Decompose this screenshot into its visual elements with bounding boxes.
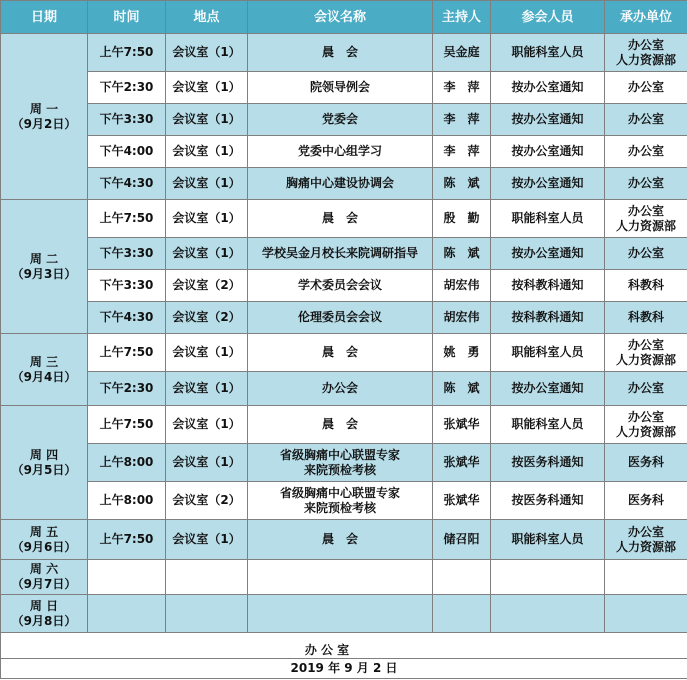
meeting-name-cell: 党委会	[248, 104, 433, 136]
day-date: （9月8日）	[11, 613, 77, 628]
attendees-cell: 职能科室人员	[491, 200, 605, 238]
table-row	[1, 104, 687, 136]
attendees-cell	[491, 560, 605, 595]
attendees-cell: 职能科室人员	[491, 520, 605, 560]
host-cell: 吴金庭	[433, 34, 491, 72]
header-date: 日期	[1, 1, 88, 34]
attendees-cell: 按科教科通知	[491, 302, 605, 334]
time-cell	[88, 595, 166, 633]
attendees-cell: 按医务科通知	[491, 482, 605, 520]
day-label: 周 六	[29, 562, 59, 576]
place-cell	[166, 560, 248, 595]
meeting-name-cell: 省级胸痛中心联盟专家 来院预检考核	[248, 444, 433, 482]
day-date: （9月5日）	[11, 462, 77, 477]
organizer-cell: 办公室 人力资源部	[605, 406, 687, 444]
host-cell: 李 萍	[433, 104, 491, 136]
host-cell: 张斌华	[433, 444, 491, 482]
meeting-name-cell: 办公会	[248, 372, 433, 406]
table-row	[1, 270, 687, 302]
host-cell: 张斌华	[433, 482, 491, 520]
attendees-cell: 按医务科通知	[491, 444, 605, 482]
day-label: 周 三	[29, 354, 59, 369]
host-cell: 李 萍	[433, 72, 491, 104]
organizer-cell: 办公室 人力资源部	[605, 34, 687, 72]
table-row	[1, 238, 687, 270]
meeting-name-cell: 晨 会	[248, 406, 433, 444]
meeting-name-cell: 晨 会	[248, 520, 433, 560]
day-cell	[1, 520, 88, 560]
time-cell: 上午7:50	[88, 334, 166, 372]
day-date: （9月7日）	[11, 577, 77, 591]
time-cell: 上午7:50	[88, 406, 166, 444]
host-cell: 张斌华	[433, 406, 491, 444]
time-cell: 下午2:30	[88, 72, 166, 104]
organizer-cell: 科教科	[605, 302, 687, 334]
attendees-cell: 职能科室人员	[491, 334, 605, 372]
time-cell: 下午4:00	[88, 136, 166, 168]
attendees-cell: 职能科室人员	[491, 406, 605, 444]
meeting-name-cell: 院领导例会	[248, 72, 433, 104]
header-attendees: 参会人员	[491, 1, 605, 34]
day-date: （9月4日）	[11, 369, 77, 384]
day-date: （9月2日）	[11, 116, 77, 131]
table-row	[1, 200, 687, 238]
host-cell	[433, 595, 491, 633]
organizer-cell: 办公室	[605, 136, 687, 168]
table-row	[1, 168, 687, 200]
table-header-row	[1, 1, 687, 34]
time-cell: 上午7:50	[88, 34, 166, 72]
attendees-cell: 按办公室通知	[491, 72, 605, 104]
meeting-name-cell: 伦理委员会会议	[248, 302, 433, 334]
place-cell: 会议室（1）	[166, 520, 248, 560]
day-label: 周 四	[29, 447, 59, 462]
table-row	[1, 34, 687, 72]
time-cell: 上午8:00	[88, 444, 166, 482]
organizer-cell: 办公室	[605, 238, 687, 270]
day-label: 周 二	[29, 251, 59, 266]
meeting-name-cell: 学术委员会会议	[248, 270, 433, 302]
table-row	[1, 595, 687, 633]
organizer-cell: 医务科	[605, 482, 687, 520]
place-cell: 会议室（1）	[166, 104, 248, 136]
organizer-cell: 科教科	[605, 270, 687, 302]
place-cell: 会议室（1）	[166, 334, 248, 372]
meeting-name-cell: 党委中心组学习	[248, 136, 433, 168]
time-cell: 下午3:30	[88, 238, 166, 270]
organizer-cell: 医务科	[605, 444, 687, 482]
host-cell: 胡宏伟	[433, 302, 491, 334]
organizer-cell	[605, 595, 687, 633]
place-cell: 会议室（1）	[166, 72, 248, 104]
attendees-cell: 按科教科通知	[491, 270, 605, 302]
footer-row	[1, 633, 687, 659]
day-cell	[1, 200, 88, 334]
organizer-cell: 办公室 人力资源部	[605, 520, 687, 560]
place-cell: 会议室（1）	[166, 238, 248, 270]
day-cell	[1, 34, 88, 200]
day-cell	[1, 406, 88, 520]
header-host: 主持人	[433, 1, 491, 34]
host-cell: 储召阳	[433, 520, 491, 560]
place-cell: 会议室（1）	[166, 372, 248, 406]
host-cell: 陈 斌	[433, 238, 491, 270]
day-label: 周 日	[29, 598, 59, 613]
day-label: 周 五	[29, 524, 59, 539]
organizer-cell: 办公室 人力资源部	[605, 200, 687, 238]
meeting-name-cell: 胸痛中心建设协调会	[248, 168, 433, 200]
attendees-cell: 按办公室通知	[491, 104, 605, 136]
meeting-name-cell: 省级胸痛中心联盟专家 来院预检考核	[248, 482, 433, 520]
day-cell	[1, 560, 88, 595]
table-row	[1, 406, 687, 444]
table-row	[1, 302, 687, 334]
time-cell: 上午8:00	[88, 482, 166, 520]
place-cell: 会议室（1）	[166, 34, 248, 72]
attendees-cell	[491, 595, 605, 633]
organizer-cell	[605, 560, 687, 595]
schedule-body	[1, 34, 687, 679]
place-cell: 会议室（2）	[166, 302, 248, 334]
day-label: 周 一	[29, 101, 59, 116]
time-cell: 下午3:30	[88, 104, 166, 136]
day-date: （9月6日）	[11, 539, 77, 554]
organizer-cell: 办公室	[605, 72, 687, 104]
place-cell: 会议室（1）	[166, 168, 248, 200]
header-time: 时间	[88, 1, 166, 34]
attendees-cell: 按办公室通知	[491, 168, 605, 200]
table-row	[1, 334, 687, 372]
place-cell: 会议室（1）	[166, 200, 248, 238]
time-cell: 上午7:50	[88, 520, 166, 560]
meeting-name-cell: 学校吴金月校长来院调研指导	[248, 238, 433, 270]
meeting-name-cell: 晨 会	[248, 334, 433, 372]
table-row	[1, 136, 687, 168]
host-cell: 李 萍	[433, 136, 491, 168]
header-place: 地点	[166, 1, 248, 34]
place-cell	[166, 595, 248, 633]
place-cell: 会议室（1）	[166, 444, 248, 482]
organizer-cell: 办公室	[605, 372, 687, 406]
time-cell: 下午4:30	[88, 168, 166, 200]
time-cell: 上午7:50	[88, 200, 166, 238]
attendees-cell: 按办公室通知	[491, 238, 605, 270]
header-meeting-name: 会议名称	[248, 1, 433, 34]
time-cell: 下午3:30	[88, 270, 166, 302]
table-row	[1, 520, 687, 560]
meeting-name-cell: 晨 会	[248, 200, 433, 238]
organizer-cell: 办公室 人力资源部	[605, 334, 687, 372]
time-cell: 下午2:30	[88, 372, 166, 406]
place-cell: 会议室（2）	[166, 482, 248, 520]
meeting-name-cell: 晨 会	[248, 34, 433, 72]
host-cell	[433, 560, 491, 595]
meeting-name-cell	[248, 560, 433, 595]
time-cell	[88, 560, 166, 595]
host-cell: 胡宏伟	[433, 270, 491, 302]
host-cell: 殷 勤	[433, 200, 491, 238]
table-row	[1, 482, 687, 520]
day-cell	[1, 595, 88, 633]
table-row	[1, 444, 687, 482]
time-cell: 下午4:30	[88, 302, 166, 334]
footer-row	[1, 659, 687, 679]
attendees-cell: 按办公室通知	[491, 136, 605, 168]
table-row	[1, 72, 687, 104]
place-cell: 会议室（2）	[166, 270, 248, 302]
organizer-cell: 办公室	[605, 168, 687, 200]
host-cell: 陈 斌	[433, 168, 491, 200]
table-row	[1, 372, 687, 406]
day-cell	[1, 334, 88, 406]
host-cell: 姚 勇	[433, 334, 491, 372]
footer-date: 2019 年 9 月 2 日	[290, 661, 398, 675]
table-row	[1, 560, 687, 595]
place-cell: 会议室（1）	[166, 136, 248, 168]
organizer-cell: 办公室	[605, 104, 687, 136]
place-cell: 会议室（1）	[166, 406, 248, 444]
footer-office: 办 公 室	[304, 643, 350, 657]
meeting-name-cell	[248, 595, 433, 633]
host-cell: 陈 斌	[433, 372, 491, 406]
attendees-cell: 按办公室通知	[491, 372, 605, 406]
day-date: （9月3日）	[11, 266, 77, 281]
attendees-cell: 职能科室人员	[491, 34, 605, 72]
header-organizer: 承办单位	[605, 1, 687, 34]
